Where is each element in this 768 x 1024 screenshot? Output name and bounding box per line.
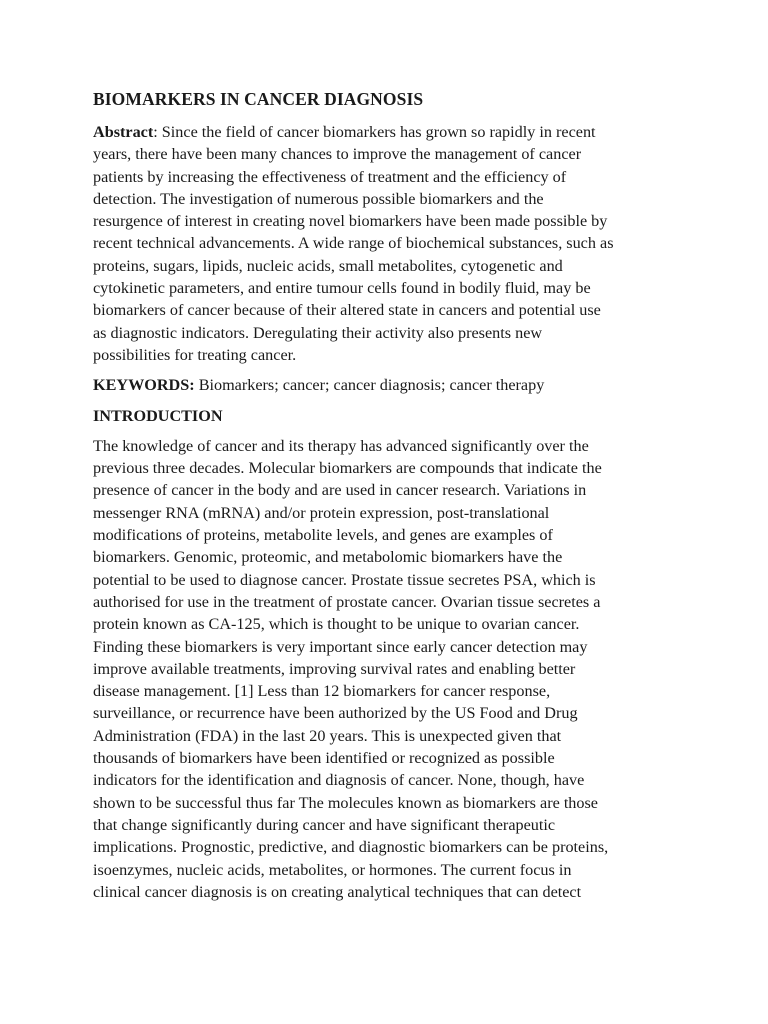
- abstract-text: : Since the field of cancer biomarkers has grown so rapidly in recent: [153, 123, 596, 141]
- introduction-line: improve available treatments, improving survival rates and enabling better: [93, 659, 576, 678]
- keywords-label: KEYWORDS:: [93, 376, 195, 395]
- keywords-line: [93, 374, 693, 396]
- introduction-line: thousands of biomarkers have been identified or recognized as possible: [93, 749, 555, 768]
- introduction-line: Finding these biomarkers is very important since early cancer detection may: [93, 637, 588, 656]
- introduction-line: previous three decades. Molecular biomarkers are compounds that indicate the: [93, 459, 602, 478]
- document-page: [93, 88, 693, 911]
- introduction-line: protein known as CA-125, which is thought to be unique to ovarian cancer.: [93, 615, 580, 634]
- introduction-line: The knowledge of cancer and its therapy has advanced significantly over the: [93, 436, 589, 455]
- introduction-paragraph: [93, 435, 693, 903]
- abstract-paragraph: [93, 121, 693, 366]
- abstract-line: patients by increasing the effectiveness of treatment and the efficiency of: [93, 167, 567, 186]
- abstract-label: Abstract: [93, 123, 154, 141]
- introduction-line: disease management. [1] Less than 12 biomarkers for cancer response,: [93, 682, 551, 701]
- abstract-line: resurgence of interest in creating novel biomarkers have been made possible by: [93, 212, 608, 231]
- introduction-line: potential to be used to diagnose cancer. Prostate tissue secretes PSA, which is: [93, 570, 596, 589]
- abstract-line: [93, 121, 693, 143]
- introduction-line: presence of cancer in the body and are used in cancer research. Variations in: [93, 481, 587, 500]
- introduction-line: surveillance, or recurrence have been authorized by the US Food and Drug: [93, 704, 578, 723]
- introduction-line: authorised for use in the treatment of prostate cancer. Ovarian tissue secretes a: [93, 592, 601, 611]
- introduction-line: messenger RNA (mRNA) and/or protein expression, post-translational: [93, 503, 550, 522]
- abstract-line: possibilities for treating cancer.: [93, 345, 297, 364]
- introduction-line: shown to be successful thus far The molecules known as biomarkers are those: [93, 793, 598, 812]
- abstract-line: biomarkers of cancer because of their altered state in cancers and potential use: [93, 301, 601, 320]
- introduction-line: clinical cancer diagnosis is on creating analytical techniques that can detect: [93, 882, 582, 901]
- introduction-line: implications. Prognostic, predictive, and diagnostic biomarkers can be proteins,: [93, 838, 609, 857]
- introduction-line: Administration (FDA) in the last 20 years. This is unexpected given that: [93, 726, 562, 745]
- abstract-line: detection. The investigation of numerous possible biomarkers and the: [93, 189, 544, 208]
- introduction-heading: INTRODUCTION: [93, 406, 223, 425]
- introduction-line: isoenzymes, nucleic acids, metabolites, or hormones. The current focus in: [93, 860, 572, 879]
- document-title: BIOMARKERS IN CANCER DIAGNOSIS: [93, 89, 424, 109]
- introduction-line: biomarkers. Genomic, proteomic, and metabolomic biomarkers have the: [93, 548, 563, 567]
- keywords-paragraph: [93, 374, 693, 396]
- abstract-line: proteins, sugars, lipids, nucleic acids, small metabolites, cytogenetic and: [93, 256, 563, 275]
- abstract-line: years, there have been many chances to improve the management of cancer: [93, 145, 582, 164]
- abstract-line: recent technical advancements. A wide range of biochemical substances, such as: [93, 234, 614, 253]
- abstract-line: cytokinetic parameters, and entire tumour cells found in bodily fluid, may be: [93, 279, 591, 298]
- introduction-line: modifications of proteins, metabolite levels, and genes are examples of: [93, 526, 553, 545]
- keywords-text: Biomarkers; cancer; cancer diagnosis; cancer therapy: [194, 376, 545, 395]
- abstract-line: as diagnostic indicators. Deregulating their activity also presents new: [93, 323, 543, 342]
- introduction-line: that change significantly during cancer and have significant therapeutic: [93, 815, 556, 834]
- introduction-line: indicators for the identification and diagnosis of cancer. None, though, have: [93, 771, 585, 790]
